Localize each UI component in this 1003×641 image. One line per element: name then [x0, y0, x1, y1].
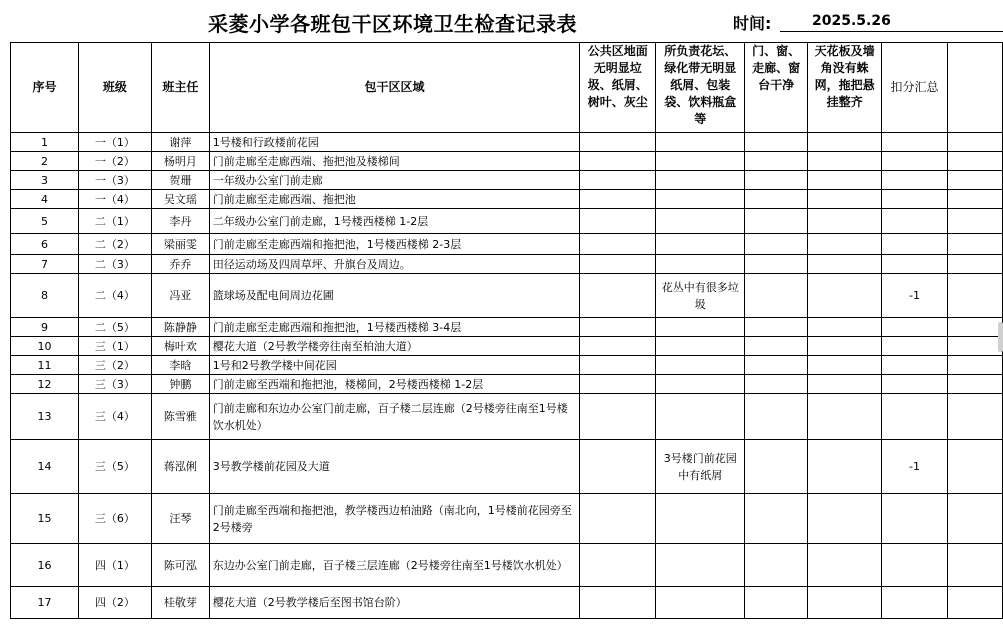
- row-crit-ceiling[interactable]: [808, 133, 882, 152]
- row-extra[interactable]: [947, 171, 1002, 190]
- row-teacher[interactable]: 吴文瑶: [151, 190, 209, 209]
- row-crit-doors-windows[interactable]: [745, 494, 808, 544]
- row-crit-flowerbed[interactable]: 3号楼门前花园中有纸屑: [656, 440, 745, 494]
- row-crit-flowerbed[interactable]: [656, 494, 745, 544]
- row-crit-doors-windows[interactable]: [745, 152, 808, 171]
- row-crit-doors-windows[interactable]: [745, 337, 808, 356]
- row-teacher[interactable]: 杨明月: [151, 152, 209, 171]
- row-teacher[interactable]: 谢萍: [151, 133, 209, 152]
- row-crit-doors-windows[interactable]: [745, 318, 808, 337]
- row-crit-ceiling[interactable]: [808, 394, 882, 440]
- row-crit-ceiling[interactable]: [808, 356, 882, 375]
- row-crit-flowerbed[interactable]: [656, 356, 745, 375]
- row-crit-floor[interactable]: [580, 440, 656, 494]
- row-crit-doors-windows[interactable]: [745, 190, 808, 209]
- row-crit-flowerbed[interactable]: [656, 209, 745, 234]
- row-extra[interactable]: [947, 337, 1002, 356]
- row-crit-floor[interactable]: [580, 152, 656, 171]
- table-row: [11, 152, 1003, 171]
- row-crit-doors-windows[interactable]: [745, 394, 808, 440]
- row-total[interactable]: [882, 190, 948, 209]
- row-area[interactable]: 二年级办公室门前走廊，1号楼西楼梯 1-2层: [209, 209, 580, 234]
- row-crit-doors-windows[interactable]: [745, 587, 808, 619]
- row-crit-flowerbed[interactable]: [656, 133, 745, 152]
- row-crit-doors-windows[interactable]: [745, 255, 808, 274]
- col-no[interactable]: 序号: [11, 43, 79, 133]
- row-number[interactable]: 7: [11, 255, 79, 274]
- row-total[interactable]: [882, 356, 948, 375]
- row-total[interactable]: [882, 494, 948, 544]
- table-row: [11, 209, 1003, 234]
- row-number[interactable]: 9: [11, 318, 79, 337]
- row-class[interactable]: 二（3）: [78, 255, 151, 274]
- row-crit-flowerbed[interactable]: [656, 152, 745, 171]
- row-crit-floor[interactable]: [580, 544, 656, 587]
- row-class[interactable]: 三（1）: [78, 337, 151, 356]
- row-crit-floor[interactable]: [580, 494, 656, 544]
- row-total[interactable]: [882, 544, 948, 587]
- row-area[interactable]: 1号和2号教学楼中间花园: [209, 356, 580, 375]
- row-teacher[interactable]: 陈静静: [151, 318, 209, 337]
- row-extra[interactable]: [947, 394, 1002, 440]
- row-teacher[interactable]: 李晗: [151, 356, 209, 375]
- row-crit-ceiling[interactable]: [808, 544, 882, 587]
- row-crit-ceiling[interactable]: [808, 255, 882, 274]
- row-area[interactable]: 门前走廊和东边办公室门前走廊，百子楼二层连廊（2号楼旁往南至1号楼饮水机处）: [209, 394, 580, 440]
- inspection-table: [10, 42, 1003, 619]
- col-crit-ceiling[interactable]: 天花板及墙角没有蛛网，拖把悬挂整齐: [808, 43, 882, 133]
- row-class[interactable]: 三（2）: [78, 356, 151, 375]
- row-crit-floor[interactable]: [580, 375, 656, 394]
- table-row: [11, 190, 1003, 209]
- sheet-title: 采菱小学各班包干区环境卫生检查记录表: [208, 12, 577, 36]
- row-crit-floor[interactable]: [580, 190, 656, 209]
- row-crit-doors-windows[interactable]: [745, 375, 808, 394]
- row-area[interactable]: 樱花大道（2号教学楼旁往南至柏油大道）: [209, 337, 580, 356]
- row-total[interactable]: [882, 171, 948, 190]
- row-area[interactable]: 3号教学楼前花园及大道: [209, 440, 580, 494]
- col-total[interactable]: 扣分汇总: [882, 43, 948, 133]
- table-row: [11, 375, 1003, 394]
- row-crit-flowerbed[interactable]: [656, 337, 745, 356]
- row-class[interactable]: 四（1）: [78, 544, 151, 587]
- row-crit-doors-windows[interactable]: [745, 209, 808, 234]
- row-class[interactable]: 二（4）: [78, 274, 151, 318]
- col-area[interactable]: 包干区区域: [209, 43, 580, 133]
- table-row: [11, 544, 1003, 587]
- row-crit-flowerbed[interactable]: [656, 190, 745, 209]
- row-number[interactable]: 2: [11, 152, 79, 171]
- row-total[interactable]: [882, 337, 948, 356]
- scrollbar-thumb[interactable]: [998, 322, 1003, 352]
- table-row: [11, 440, 1003, 494]
- row-teacher[interactable]: 梁丽雯: [151, 234, 209, 255]
- row-total[interactable]: [882, 587, 948, 619]
- row-crit-flowerbed[interactable]: 花丛中有很多垃圾: [656, 274, 745, 318]
- row-number[interactable]: 4: [11, 190, 79, 209]
- row-extra[interactable]: [947, 209, 1002, 234]
- row-total[interactable]: -1: [882, 274, 948, 318]
- row-crit-doors-windows[interactable]: [745, 234, 808, 255]
- row-crit-doors-windows[interactable]: [745, 356, 808, 375]
- row-crit-floor[interactable]: [580, 318, 656, 337]
- row-crit-floor[interactable]: [580, 209, 656, 234]
- row-crit-flowerbed[interactable]: [656, 544, 745, 587]
- table-row: [11, 133, 1003, 152]
- table-row: [11, 394, 1003, 440]
- row-teacher[interactable]: 李丹: [151, 209, 209, 234]
- row-extra[interactable]: [947, 255, 1002, 274]
- row-crit-floor[interactable]: [580, 171, 656, 190]
- row-number[interactable]: 8: [11, 274, 79, 318]
- row-total[interactable]: [882, 255, 948, 274]
- row-crit-flowerbed[interactable]: [656, 255, 745, 274]
- row-extra[interactable]: [947, 152, 1002, 171]
- row-class[interactable]: 三（4）: [78, 394, 151, 440]
- row-number[interactable]: 16: [11, 544, 79, 587]
- row-number[interactable]: 1: [11, 133, 79, 152]
- row-area[interactable]: 东边办公室门前走廊，百子楼三层连廊（2号楼旁往南至1号楼饮水机处）: [209, 544, 580, 587]
- row-extra[interactable]: [947, 587, 1002, 619]
- row-extra[interactable]: [947, 494, 1002, 544]
- row-crit-ceiling[interactable]: [808, 440, 882, 494]
- row-teacher[interactable]: 钟鹏: [151, 375, 209, 394]
- table-row: [11, 337, 1003, 356]
- col-crit-flowerbed[interactable]: 所负责花坛、绿化带无明显纸屑、包装袋、饮料瓶盒等: [656, 43, 745, 133]
- row-crit-floor[interactable]: [580, 394, 656, 440]
- table-row: [11, 255, 1003, 274]
- row-extra[interactable]: [947, 440, 1002, 494]
- row-total[interactable]: [882, 394, 948, 440]
- table-row: [11, 587, 1003, 619]
- row-crit-flowerbed[interactable]: [656, 587, 745, 619]
- row-crit-doors-windows[interactable]: [745, 440, 808, 494]
- col-crit-floor[interactable]: 公共区地面无明显垃圾、纸屑、树叶、灰尘: [580, 43, 656, 133]
- row-extra[interactable]: [947, 133, 1002, 152]
- row-area[interactable]: 门前走廊至走廊西端、拖把池: [209, 190, 580, 209]
- row-area[interactable]: 门前走廊至西端和拖把池，楼梯间，2号楼西楼梯 1-2层: [209, 375, 580, 394]
- row-area[interactable]: 门前走廊至走廊西端和拖把池，1号楼西楼梯 2-3层: [209, 234, 580, 255]
- row-crit-ceiling[interactable]: [808, 190, 882, 209]
- table-row: [11, 274, 1003, 318]
- row-crit-ceiling[interactable]: [808, 587, 882, 619]
- row-crit-ceiling[interactable]: [808, 171, 882, 190]
- row-area[interactable]: 门前走廊至走廊西端和拖把池，1号楼西楼梯 3-4层: [209, 318, 580, 337]
- row-crit-flowerbed[interactable]: [656, 375, 745, 394]
- row-teacher[interactable]: 陈可泓: [151, 544, 209, 587]
- row-crit-floor[interactable]: [580, 255, 656, 274]
- row-extra[interactable]: [947, 544, 1002, 587]
- row-number[interactable]: 6: [11, 234, 79, 255]
- row-extra[interactable]: [947, 234, 1002, 255]
- table-row: [11, 356, 1003, 375]
- row-teacher[interactable]: 桂敬芽: [151, 587, 209, 619]
- row-crit-flowerbed[interactable]: [656, 234, 745, 255]
- row-teacher[interactable]: 冯亚: [151, 274, 209, 318]
- col-class[interactable]: 班级: [78, 43, 151, 133]
- row-number[interactable]: 11: [11, 356, 79, 375]
- row-crit-floor[interactable]: [580, 133, 656, 152]
- row-crit-ceiling[interactable]: [808, 274, 882, 318]
- row-class[interactable]: 四（2）: [78, 587, 151, 619]
- table-row: [11, 494, 1003, 544]
- row-crit-flowerbed[interactable]: [656, 394, 745, 440]
- header-row: [11, 43, 1003, 133]
- row-teacher[interactable]: 汪琴: [151, 494, 209, 544]
- row-crit-ceiling[interactable]: [808, 337, 882, 356]
- row-crit-ceiling[interactable]: [808, 375, 882, 394]
- col-extra[interactable]: [947, 43, 1002, 133]
- table-row: [11, 318, 1003, 337]
- row-teacher[interactable]: 陈雪雅: [151, 394, 209, 440]
- row-area[interactable]: 田径运动场及四周草坪、升旗台及周边。: [209, 255, 580, 274]
- row-crit-floor[interactable]: [580, 337, 656, 356]
- row-teacher[interactable]: 贺珊: [151, 171, 209, 190]
- row-crit-floor[interactable]: [580, 234, 656, 255]
- row-number[interactable]: 13: [11, 394, 79, 440]
- row-class[interactable]: 三（5）: [78, 440, 151, 494]
- row-area[interactable]: 门前走廊至西端和拖把池，教学楼西边柏油路（南北向，1号楼前花园旁至2号楼旁: [209, 494, 580, 544]
- col-teacher[interactable]: 班主任: [151, 43, 209, 133]
- row-total[interactable]: -1: [882, 440, 948, 494]
- row-number[interactable]: 3: [11, 171, 79, 190]
- row-area[interactable]: 篮球场及配电间周边花圃: [209, 274, 580, 318]
- row-class[interactable]: 二（5）: [78, 318, 151, 337]
- row-number[interactable]: 15: [11, 494, 79, 544]
- row-crit-ceiling[interactable]: [808, 152, 882, 171]
- row-teacher[interactable]: 乔乔: [151, 255, 209, 274]
- row-teacher[interactable]: 梅叶欢: [151, 337, 209, 356]
- row-area[interactable]: 门前走廊至走廊西端、拖把池及楼梯间: [209, 152, 580, 171]
- row-area[interactable]: 樱花大道（2号教学楼后至图书馆台阶）: [209, 587, 580, 619]
- row-class[interactable]: 二（1）: [78, 209, 151, 234]
- row-extra[interactable]: [947, 356, 1002, 375]
- row-crit-ceiling[interactable]: [808, 318, 882, 337]
- row-crit-floor[interactable]: [580, 274, 656, 318]
- row-class[interactable]: 一（2）: [78, 152, 151, 171]
- col-crit-doors-windows[interactable]: 门、窗、走廊、窗台干净: [745, 43, 808, 133]
- row-area[interactable]: 1号楼和行政楼前花园: [209, 133, 580, 152]
- row-extra[interactable]: [947, 190, 1002, 209]
- row-number[interactable]: 5: [11, 209, 79, 234]
- row-class[interactable]: 三（3）: [78, 375, 151, 394]
- row-number[interactable]: 10: [11, 337, 79, 356]
- row-total[interactable]: [882, 234, 948, 255]
- row-crit-doors-windows[interactable]: [745, 544, 808, 587]
- row-number[interactable]: 12: [11, 375, 79, 394]
- row-number[interactable]: 17: [11, 587, 79, 619]
- row-class[interactable]: 一（4）: [78, 190, 151, 209]
- row-class[interactable]: 一（3）: [78, 171, 151, 190]
- row-extra[interactable]: [947, 274, 1002, 318]
- row-extra[interactable]: [947, 318, 1002, 337]
- row-crit-flowerbed[interactable]: [656, 318, 745, 337]
- row-total[interactable]: [882, 152, 948, 171]
- row-total[interactable]: [882, 375, 948, 394]
- row-crit-floor[interactable]: [580, 587, 656, 619]
- row-extra[interactable]: [947, 375, 1002, 394]
- row-teacher[interactable]: 蒋泓俐: [151, 440, 209, 494]
- row-total[interactable]: [882, 133, 948, 152]
- row-crit-doors-windows[interactable]: [745, 133, 808, 152]
- row-crit-doors-windows[interactable]: [745, 171, 808, 190]
- row-total[interactable]: [882, 318, 948, 337]
- row-class[interactable]: 一（1）: [78, 133, 151, 152]
- row-number[interactable]: 14: [11, 440, 79, 494]
- sheet-header: [0, 0, 1003, 42]
- row-total[interactable]: [882, 209, 948, 234]
- row-area[interactable]: 一年级办公室门前走廊: [209, 171, 580, 190]
- row-crit-ceiling[interactable]: [808, 209, 882, 234]
- row-crit-ceiling[interactable]: [808, 234, 882, 255]
- table-row: [11, 234, 1003, 255]
- row-crit-floor[interactable]: [580, 356, 656, 375]
- row-class[interactable]: 二（2）: [78, 234, 151, 255]
- row-crit-doors-windows[interactable]: [745, 274, 808, 318]
- row-crit-ceiling[interactable]: [808, 494, 882, 544]
- row-crit-flowerbed[interactable]: [656, 171, 745, 190]
- date-value: 2025.5.26: [780, 11, 1003, 32]
- date-label: 时间:: [733, 14, 772, 33]
- table-row: [11, 171, 1003, 190]
- row-class[interactable]: 三（6）: [78, 494, 151, 544]
